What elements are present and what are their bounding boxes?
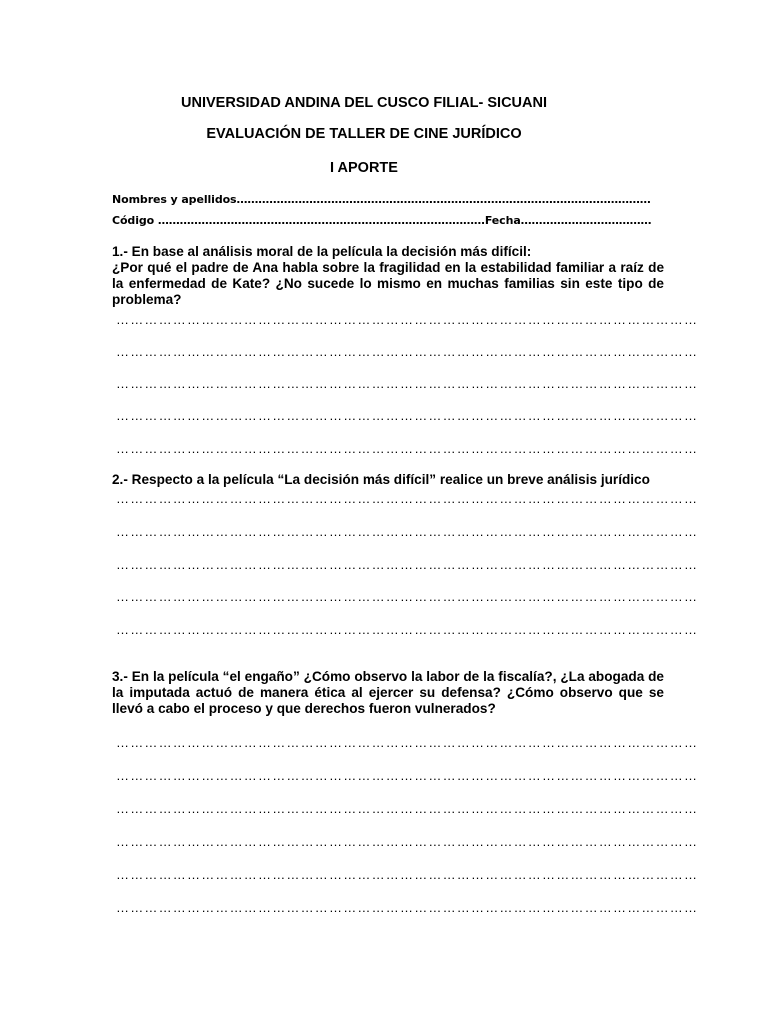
university-title: UNIVERSIDAD ANDINA DEL CUSCO FILIAL- SICUANI: [181, 95, 547, 111]
answer-line[interactable]: ……………………………………………………………………………………………………………: [116, 312, 699, 327]
names-field-line[interactable]: Nombres y apellidos……………………………………………………………………………………………………: [112, 193, 651, 206]
question-3: [112, 669, 664, 717]
answer-line[interactable]: ……………………………………………………………………………………………………………: [116, 735, 699, 750]
answer-line[interactable]: ……………………………………………………………………………………………………………: [116, 589, 699, 604]
answer-line[interactable]: ……………………………………………………………………………………………………………: [116, 376, 699, 391]
question-1: [112, 244, 664, 308]
answer-line[interactable]: ……………………………………………………………………………………………………………: [116, 491, 699, 506]
answer-line[interactable]: ……………………………………………………………………………………………………………: [116, 768, 699, 783]
answer-line[interactable]: ……………………………………………………………………………………………………………: [116, 441, 699, 456]
answer-line[interactable]: ……………………………………………………………………………………………………………: [116, 834, 699, 849]
code-date-field-line[interactable]: Código ………………………………………………………………………………Fecha………………………………: [112, 214, 652, 227]
question-2: [112, 472, 664, 488]
answer-line[interactable]: ……………………………………………………………………………………………………………: [116, 867, 699, 882]
answer-line[interactable]: ……………………………………………………………………………………………………………: [116, 622, 699, 637]
answer-line[interactable]: ……………………………………………………………………………………………………………: [116, 408, 699, 423]
answer-line[interactable]: ……………………………………………………………………………………………………………: [116, 801, 699, 816]
question-2-text: 2.- Respecto a la película “La decisión más difícil” realice un breve análisis jurídico: [112, 472, 650, 487]
evaluation-title: EVALUACIÓN DE TALLER DE CINE JURÍDICO: [206, 126, 522, 142]
answer-line[interactable]: ……………………………………………………………………………………………………………: [116, 557, 699, 572]
answer-line[interactable]: ……………………………………………………………………………………………………………: [116, 900, 699, 915]
question-1-heading: 1.- En base al análisis moral de la película la decisión más difícil:: [112, 244, 532, 259]
question-3-text: 3.- En la película “el engaño” ¿Cómo observo la labor de la fiscalía?, ¿La abogada de la imputada actuó de manera ética al ejercer su defensa? ¿Cómo observo que se llevó a cabo el proceso y que derechos fueron vulnerados?: [112, 669, 664, 716]
section-title: I APORTE: [330, 160, 398, 176]
answer-line[interactable]: ……………………………………………………………………………………………………………: [116, 524, 699, 539]
answer-line[interactable]: ……………………………………………………………………………………………………………: [116, 344, 699, 359]
question-1-text: ¿Por qué el padre de Ana habla sobre la fragilidad en la estabilidad familiar a raíz de la enfermedad de Kate? ¿No sucede lo mismo en muchas familias sin este tipo de problema?: [112, 260, 664, 307]
